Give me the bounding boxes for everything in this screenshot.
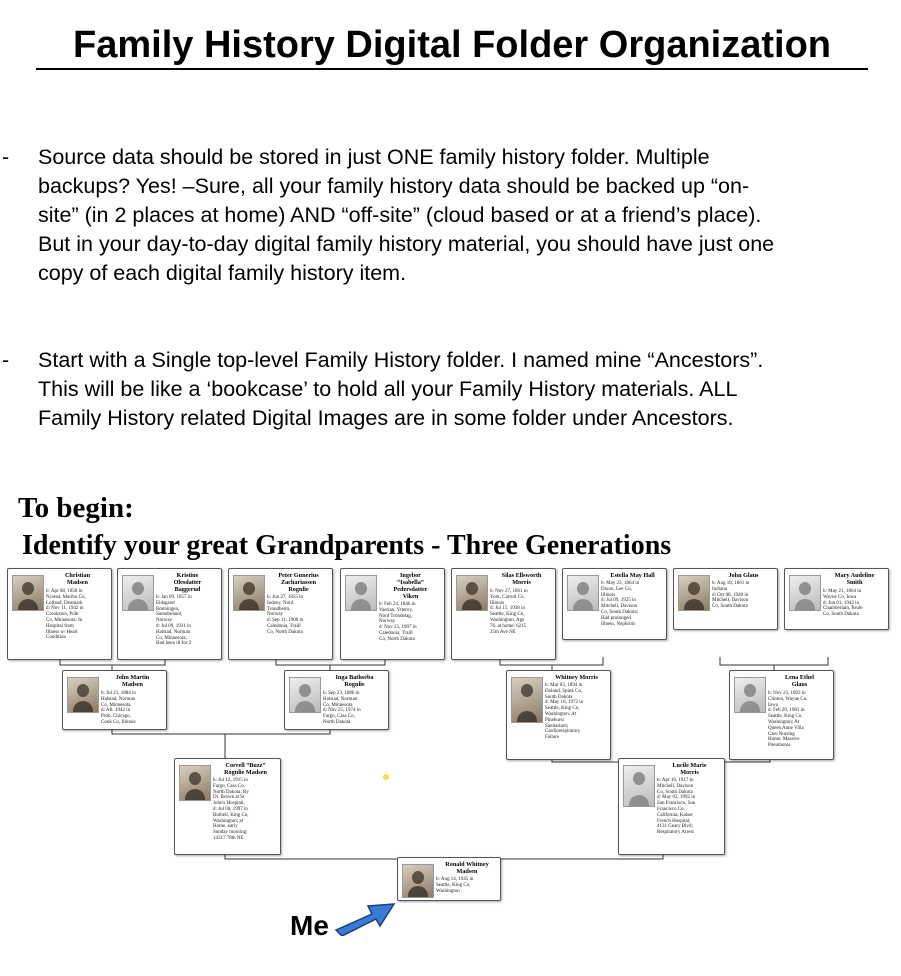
detail-line: Queen Anne Villa bbox=[768, 725, 804, 731]
detail-line: Co, Minnesota: In bbox=[46, 617, 83, 623]
bullet-text bbox=[38, 143, 898, 288]
portrait-photo bbox=[402, 864, 434, 898]
person-name bbox=[490, 572, 553, 586]
portrait-photo bbox=[345, 575, 377, 611]
detail-line: Home, early bbox=[213, 824, 238, 830]
detail-line: b: Aug 18, 1861 in bbox=[712, 581, 750, 586]
detail-line: Ronningen, bbox=[156, 606, 180, 612]
detail-line: d: Jul 09, 1925 in bbox=[601, 598, 636, 604]
detail-line: Indeoy, Nord bbox=[267, 600, 294, 606]
detail-line: b: Jul 21, 1884 in bbox=[101, 691, 136, 696]
person-name bbox=[101, 674, 164, 688]
person-name bbox=[657, 762, 722, 776]
bullet-text bbox=[38, 346, 898, 433]
detail-line: Nord Trondelag, bbox=[379, 613, 413, 619]
name-line: Olesdatter bbox=[173, 579, 202, 586]
detail-line: Hospital from bbox=[46, 623, 74, 629]
name-line: Morris bbox=[512, 579, 531, 586]
detail-line: Co, North Dakota bbox=[379, 636, 415, 642]
portrait-photo bbox=[179, 765, 211, 801]
person-card-christian-madsen bbox=[7, 568, 112, 660]
bullet-line: Start with a Single top-level Family History folder. I named mine “Ancestors”. bbox=[38, 348, 764, 372]
person-details bbox=[213, 778, 278, 842]
detail-line: Fargo, Cass Co, bbox=[323, 714, 355, 720]
person-details bbox=[768, 691, 831, 749]
person-details bbox=[379, 602, 442, 643]
me-label: Me bbox=[290, 910, 329, 941]
detail-line: Mitchell, Davison bbox=[712, 598, 749, 604]
detail-line: Washington. Age bbox=[490, 617, 525, 623]
person-name bbox=[379, 572, 442, 600]
highlight-dot bbox=[383, 774, 389, 780]
detail-line: Sunday morning: bbox=[213, 830, 248, 836]
detail-line: Illinois bbox=[601, 592, 616, 598]
bullet-dash: - bbox=[2, 348, 10, 372]
person-card-silas-morris bbox=[451, 568, 556, 660]
detail-line: 25th Ave NE bbox=[490, 629, 516, 635]
detail-line: Halstad, Norman bbox=[323, 696, 358, 702]
detail-line: California; Kaiser bbox=[657, 812, 693, 818]
person-details bbox=[436, 877, 498, 894]
detail-line: Illinois bbox=[490, 600, 505, 606]
person-details bbox=[601, 581, 664, 627]
person-details bbox=[323, 691, 386, 726]
detail-line: d: Nov 23, 1907 in bbox=[379, 625, 417, 631]
person-card-ronald-madsen bbox=[397, 857, 501, 901]
detail-line: Halstad, Norman bbox=[101, 696, 136, 702]
person-details bbox=[712, 581, 775, 610]
detail-line: d: Jul 09, 1931 in bbox=[156, 623, 191, 629]
person-name bbox=[823, 572, 886, 586]
detail-line: 76. at home: 6215 bbox=[490, 623, 527, 629]
detail-line: Soendreland, bbox=[156, 612, 183, 618]
name-line: Ingebor bbox=[400, 572, 421, 579]
name-line: Madsen bbox=[456, 868, 478, 875]
portrait-photo bbox=[567, 575, 599, 611]
person-name bbox=[545, 674, 608, 681]
person-details bbox=[545, 683, 608, 741]
section-heading-begin: To begin: bbox=[18, 492, 134, 524]
name-line: Silas Ellsworth bbox=[501, 572, 542, 579]
detail-line: d: Aft. 1942 in bbox=[101, 708, 131, 714]
person-card-john-glaus bbox=[673, 568, 778, 630]
person-name bbox=[323, 674, 386, 688]
bullet-line: This will be like a ‘bookcase’ to hold all your Family History materials. ALL bbox=[38, 377, 738, 401]
detail-line: d: Oct 08, 1940 in bbox=[712, 592, 749, 598]
person-name bbox=[712, 572, 775, 579]
person-card-ingebor-viken bbox=[340, 568, 445, 660]
portrait-photo bbox=[623, 765, 655, 807]
name-line: Whitney Morris bbox=[555, 674, 598, 681]
detail-line: Cardiorespiratory bbox=[545, 729, 581, 735]
person-card-estella-hall bbox=[562, 568, 667, 640]
detail-line: Washington; at bbox=[213, 818, 244, 824]
portrait-photo bbox=[122, 575, 154, 611]
person-card-whitney-morris bbox=[506, 670, 611, 760]
detail-line: Trondheim, bbox=[267, 606, 291, 612]
person-card-john-martin-madsen bbox=[62, 670, 167, 730]
detail-line: d: Feb 20, 1981 in bbox=[768, 708, 805, 714]
detail-line: North Dakota bbox=[323, 719, 351, 725]
detail-line: Clinton, Wayne Co, bbox=[768, 696, 808, 702]
detail-line: Caledonia, Traill bbox=[267, 623, 301, 629]
person-card-lena-glaus bbox=[729, 670, 834, 760]
detail-line: Illness, Nephritis bbox=[601, 621, 636, 627]
detail-line: b: May 23, 1864 in bbox=[601, 581, 640, 586]
name-line: John Martin bbox=[115, 674, 150, 681]
detail-line: d: May 02, 1992 in bbox=[657, 795, 696, 801]
detail-line: Caledonia, Traill bbox=[379, 630, 413, 636]
person-name bbox=[601, 572, 664, 579]
detail-line: b: Jan 09, 1857 in bbox=[156, 595, 192, 600]
portrait-photo bbox=[789, 575, 821, 611]
detail-line: d: Jun 01, 1942 in bbox=[823, 600, 859, 606]
name-line: Smith bbox=[846, 579, 863, 586]
detail-line: Francisco Co, bbox=[657, 806, 685, 812]
name-line: Baggerud bbox=[174, 586, 201, 593]
detail-line: Halstad, Norman bbox=[156, 629, 191, 635]
person-name bbox=[213, 762, 278, 776]
detail-line: b: May 21, 1864 in bbox=[823, 589, 862, 594]
detail-line: b: Jun 27, 1855 in bbox=[267, 595, 303, 600]
portrait-photo bbox=[233, 575, 265, 611]
person-name bbox=[267, 572, 330, 593]
bullet-line: site” (in 2 places at home) AND “off-site” (cloud based or at a friend’s place). bbox=[38, 203, 762, 227]
bullet-dash: - bbox=[2, 145, 10, 169]
detail-line: Cook Co, Illinois bbox=[101, 719, 136, 725]
detail-line: Lolland, Denmark bbox=[46, 600, 83, 606]
detail-line: Seattle, King Co, bbox=[436, 882, 471, 888]
family-tree bbox=[0, 562, 901, 976]
person-card-correll-madsen bbox=[174, 758, 281, 855]
person-details bbox=[657, 778, 722, 836]
detail-line: York, Carroll Co, bbox=[490, 594, 525, 600]
detail-line: 4131 Geary Blvd; bbox=[657, 824, 693, 830]
name-line: Madsen bbox=[67, 579, 88, 586]
portrait-photo bbox=[67, 677, 99, 713]
detail-line: Mitchell, Davison bbox=[601, 604, 638, 610]
person-card-peter-rognlie bbox=[228, 568, 333, 660]
name-line: John Glaus bbox=[728, 572, 759, 579]
detail-line: b: Feb 24, 1846 in bbox=[379, 602, 416, 607]
detail-line: Co, South Dakota; bbox=[601, 609, 639, 615]
detail-line: Co, South Dakota bbox=[823, 612, 859, 618]
person-details bbox=[46, 589, 109, 641]
detail-line: Norway bbox=[267, 612, 284, 618]
person-card-kristine-baggerud bbox=[117, 568, 222, 660]
detail-line: Norway bbox=[379, 619, 396, 625]
detail-line: Seattle, King Co, bbox=[545, 706, 580, 712]
person-details bbox=[156, 595, 219, 647]
page-title: Family History Digital Folder Organization bbox=[36, 22, 868, 70]
detail-line: Sanitarium; bbox=[545, 723, 569, 729]
detail-line: b: Nov 27, 1861 in bbox=[490, 589, 528, 594]
detail-line: Dixon, Lee Co, bbox=[601, 586, 632, 592]
detail-line: Nysted, Maribo Co, bbox=[46, 594, 86, 600]
detail-line: Fargo, Cass Co, bbox=[213, 783, 245, 789]
name-line: Pedersdatter bbox=[393, 586, 428, 593]
detail-line: Mitchell, Davison bbox=[657, 783, 694, 789]
pointer-arrow-icon bbox=[332, 896, 398, 936]
detail-line: 14317 78th NE bbox=[213, 835, 244, 841]
detail-line: Seattle, King Co, bbox=[490, 612, 525, 618]
name-line: Zachariassen bbox=[280, 579, 317, 586]
name-line: Morris bbox=[680, 769, 699, 776]
detail-line: b: Sep 23, 1886 in bbox=[323, 691, 360, 696]
name-line: Correll “Buzz” bbox=[225, 762, 266, 769]
connector-line bbox=[720, 657, 828, 665]
detail-line: Co, South Dakota bbox=[657, 789, 693, 795]
bullet-line: backups? Yes! –Sure, all your family history data should be backed up “on- bbox=[38, 174, 750, 198]
detail-line: d: Jul 06, 1997 in bbox=[213, 806, 248, 812]
bullet-line: But in your day-to-day digital family history material, you should have just one bbox=[38, 232, 775, 256]
detail-line: Co, South Dakota bbox=[712, 604, 748, 610]
section-heading-generations: Identify your great Grandparents - Three Generations bbox=[22, 530, 672, 561]
name-line: Inga Bathseba bbox=[335, 674, 374, 681]
detail-line: Co, Minnesota; bbox=[156, 635, 187, 641]
bullet-line: copy of each digital family history item. bbox=[38, 261, 407, 285]
detail-line: Co, North Dakota bbox=[267, 629, 303, 635]
person-details bbox=[490, 589, 553, 635]
name-line: Glaus bbox=[791, 681, 808, 688]
person-details bbox=[823, 589, 886, 618]
detail-line: Had been ill for 2 bbox=[156, 641, 192, 647]
detail-line: Eidsgaret bbox=[156, 600, 175, 606]
portrait-photo bbox=[734, 677, 766, 713]
detail-line: d: Nov 11, 1942 in bbox=[46, 606, 84, 612]
portrait-photo bbox=[289, 677, 321, 713]
detail-line: b: Jul 12, 1915 in bbox=[213, 778, 248, 783]
bullet-line: Source data should be stored in just ONE family history folder. Multiple bbox=[38, 145, 710, 169]
name-line: Rognlie Madsen bbox=[224, 769, 267, 776]
person-card-lucile-morris bbox=[618, 758, 725, 855]
name-line: Madsen bbox=[122, 681, 143, 688]
person-details bbox=[267, 595, 330, 636]
person-name bbox=[156, 572, 219, 593]
detail-line: Washington; At bbox=[768, 719, 800, 725]
detail-line: Crookston, Polk bbox=[46, 612, 79, 618]
detail-line: Condition bbox=[46, 635, 67, 641]
detail-line: d: Nov 25, 1974 in bbox=[323, 708, 361, 714]
detail-line: b: Nov 23, 1893 in bbox=[768, 691, 806, 696]
person-name bbox=[436, 861, 498, 875]
detail-line: Pinehurst bbox=[545, 717, 564, 723]
detail-line: d: May 16, 1972 in bbox=[545, 700, 584, 706]
detail-line: Pneumonia bbox=[768, 743, 791, 749]
detail-line: Seattle, King Co, bbox=[768, 714, 803, 720]
detail-line: Dr. Brown at St bbox=[213, 795, 245, 801]
name-line: “Isabella” bbox=[397, 579, 424, 586]
detail-line: Norway bbox=[156, 618, 173, 624]
name-line: Viken bbox=[402, 593, 419, 600]
portrait-photo bbox=[12, 575, 44, 611]
name-line: Rognlie bbox=[288, 586, 309, 593]
detail-line: Chamberlain, Brule bbox=[823, 606, 863, 612]
name-line: Lucile Marie bbox=[672, 762, 707, 769]
detail-line: Co, Minnesota bbox=[323, 702, 353, 708]
detail-line: Care Nursing bbox=[768, 731, 795, 737]
detail-line: Wayne Co, Iowa bbox=[823, 594, 857, 600]
detail-line: Prob. Chicago, bbox=[101, 714, 131, 720]
name-line: Kristine bbox=[176, 572, 199, 579]
detail-line: Washington; At bbox=[545, 711, 577, 717]
detail-line: Had prolonged bbox=[601, 615, 631, 621]
detail-line: Home; Massive bbox=[768, 737, 800, 743]
detail-line: b: Apr 08, 1858 in bbox=[46, 589, 83, 594]
name-line: Ronald Whitney bbox=[445, 861, 489, 868]
name-line: Christian bbox=[64, 572, 91, 579]
detail-line: French Hospital, bbox=[657, 818, 691, 824]
name-line: Peter Gunerius bbox=[278, 572, 319, 579]
portrait-photo bbox=[511, 677, 543, 723]
portrait-photo bbox=[678, 575, 710, 611]
detail-line: Failure bbox=[545, 735, 560, 741]
person-card-inga-rognlie bbox=[284, 670, 389, 730]
detail-line: Respiratory Arrest bbox=[657, 830, 694, 836]
detail-line: Vaerian, Ytteroy, bbox=[379, 607, 413, 613]
name-line: Lena Ethel bbox=[784, 674, 815, 681]
portrait-photo bbox=[456, 575, 488, 611]
detail-line: South Dakota bbox=[545, 694, 573, 700]
detail-line: Indiana bbox=[712, 586, 727, 592]
detail-line: b: Apr 16, 1917 in bbox=[657, 778, 694, 783]
person-card-mary-smith bbox=[784, 568, 889, 630]
detail-line: b: Mar 03, 1894 in bbox=[545, 683, 583, 688]
detail-line: d: Sep 11, 1900 in bbox=[267, 618, 304, 624]
detail-line: Illness w/ Heart bbox=[46, 629, 78, 635]
detail-line: Bothell, King Co, bbox=[213, 812, 249, 818]
detail-line: North Dakota; By bbox=[213, 789, 249, 795]
name-line: Estella May Hall bbox=[610, 572, 655, 579]
detail-line: John's Hospital, bbox=[213, 801, 245, 807]
person-name bbox=[46, 572, 109, 586]
detail-line: San Francisco, San bbox=[657, 801, 696, 807]
detail-line: Co, Minnesota bbox=[101, 702, 131, 708]
name-line: Rognlie bbox=[344, 681, 365, 688]
detail-line: d: Jul 15, 1938 in bbox=[490, 606, 525, 612]
detail-line: Iowa bbox=[768, 702, 778, 708]
detail-line: b: Aug 14, 1945 in bbox=[436, 877, 474, 882]
detail-line: Washington bbox=[436, 888, 460, 894]
person-name bbox=[768, 674, 831, 688]
person-details bbox=[101, 691, 164, 726]
detail-line: Doland, Spink Co, bbox=[545, 688, 583, 694]
name-line: Mary Audeline bbox=[834, 572, 875, 579]
bullet-line: Family History related Digital Images are in some folder under Ancestors. bbox=[38, 406, 734, 430]
